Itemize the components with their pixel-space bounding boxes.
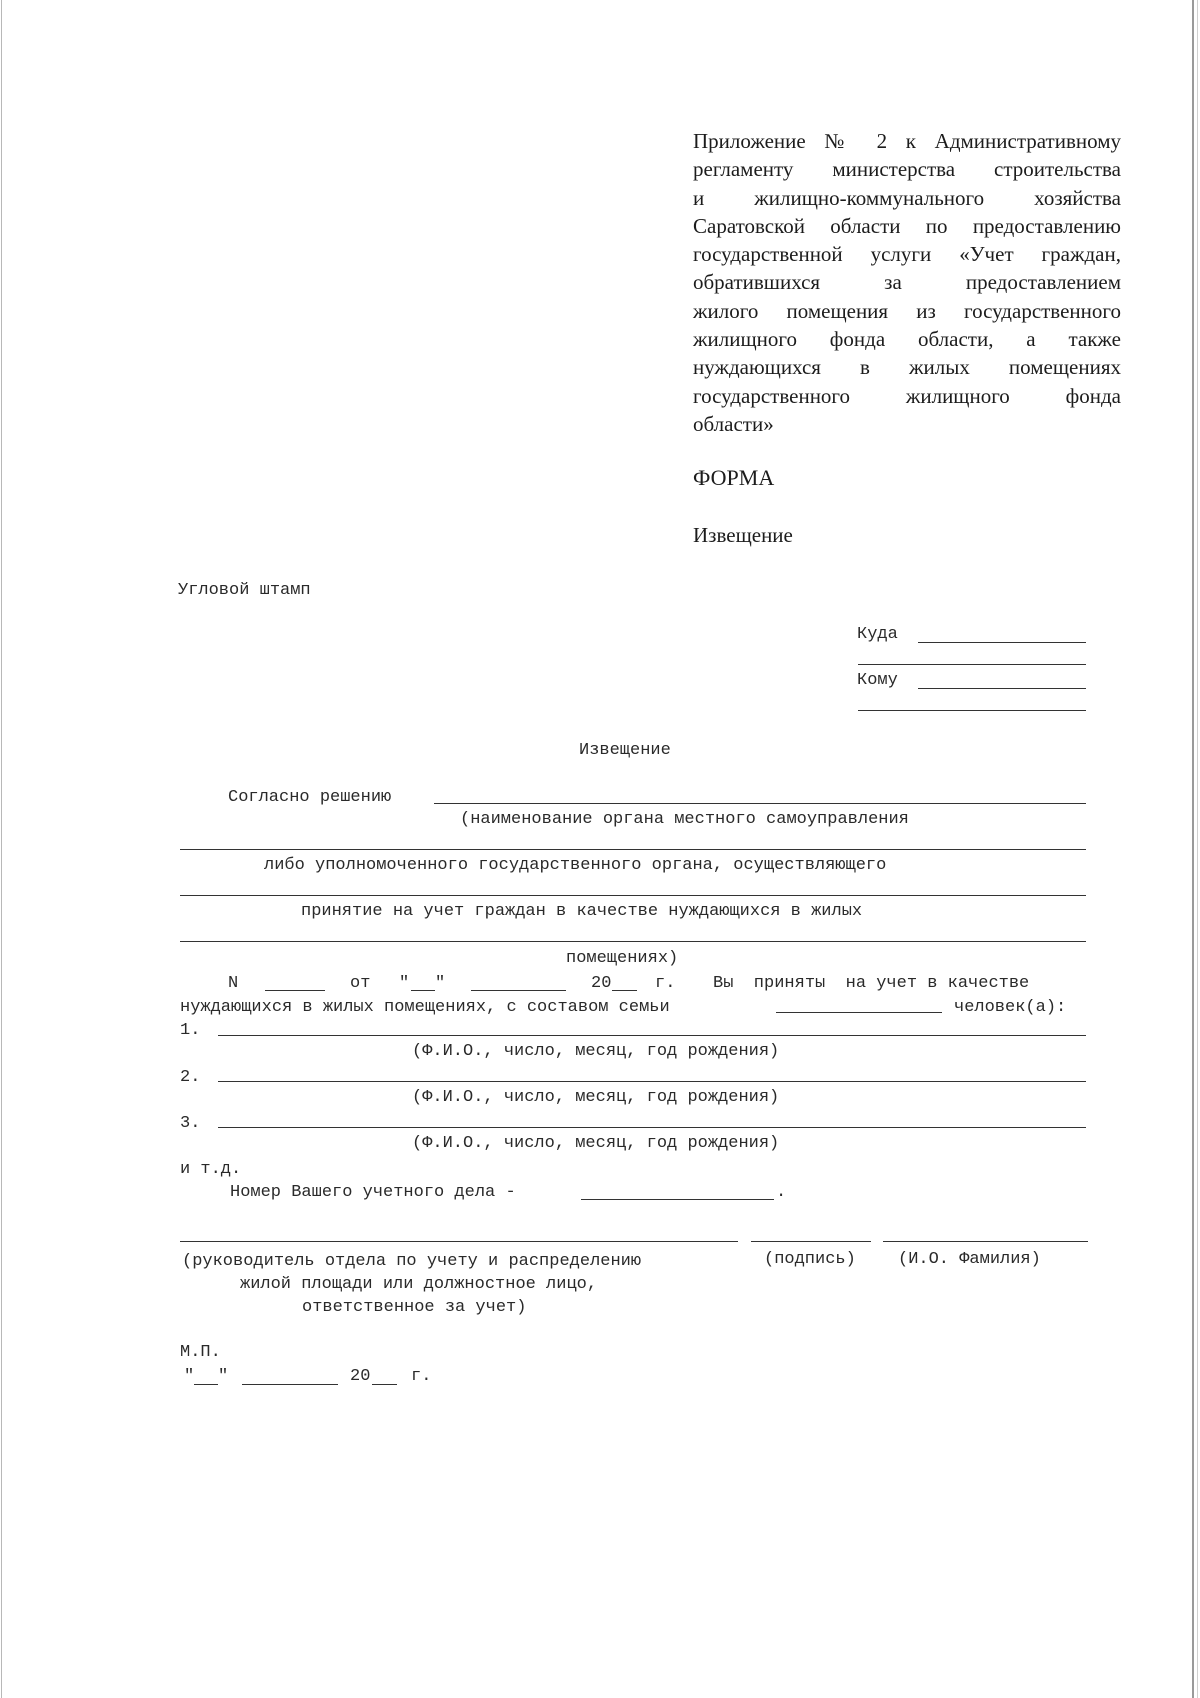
date-year-field[interactable] [372, 1384, 397, 1385]
day-field[interactable] [411, 990, 435, 991]
appendix-line: нуждающихся в жилых помещениях [693, 355, 1121, 380]
date-year-prefix: 20 [350, 1367, 371, 1386]
head-caption-1: (руководитель отдела по учету и распределению [182, 1252, 642, 1271]
decision-field-2[interactable] [180, 849, 1086, 850]
signature-field[interactable] [751, 1241, 871, 1242]
decision-field-4[interactable] [180, 941, 1086, 942]
decision-caption-1: (наименование органа местного самоуправления [460, 810, 909, 829]
member-field[interactable] [218, 1081, 1086, 1082]
quote-close: " [435, 974, 446, 993]
whom-label: Кому [857, 671, 898, 690]
persons-label: человек(а): [954, 998, 1067, 1017]
member-number: 2. [180, 1068, 201, 1087]
where-field-2[interactable] [858, 664, 1086, 665]
name-field[interactable] [883, 1241, 1088, 1242]
stamp-place-label: М.П. [180, 1343, 221, 1362]
appendix-block [693, 127, 1121, 438]
appendix-line: регламенту министерства строительства [693, 157, 1121, 182]
decision-field[interactable] [434, 803, 1086, 804]
decision-number-field[interactable] [265, 990, 325, 991]
head-field[interactable] [180, 1241, 738, 1242]
corner-stamp-label: Угловой штамп [178, 581, 311, 600]
accepted-text: Вы приняты на учет в качестве [713, 974, 1030, 993]
month-field[interactable] [471, 990, 566, 991]
needing-text: нуждающихся в жилых помещениях, с составом семьи [180, 998, 670, 1017]
signature-caption: (подпись) [764, 1250, 856, 1269]
appendix-line: обратившихся за предоставлением [693, 270, 1121, 295]
whom-field-2[interactable] [858, 710, 1086, 711]
appendix-line: государственной услуги «Учет граждан, [693, 242, 1121, 267]
appendix-line: жилого помещения из государственного [693, 298, 1121, 323]
quote-open: " [399, 974, 410, 993]
notice-heading: Извещение [693, 523, 793, 547]
appendix-line: жилищного фонда области, а также [693, 327, 1121, 352]
whom-field[interactable] [918, 688, 1086, 689]
year-prefix: 20 [591, 974, 612, 993]
etc-label: и т.д. [180, 1160, 242, 1179]
scan-edge-right-inner [1197, 0, 1198, 1698]
form-label: ФОРМА [693, 465, 775, 490]
family-size-field[interactable] [776, 1012, 942, 1013]
where-field[interactable] [918, 642, 1086, 643]
document-title: Извещение [579, 741, 671, 760]
head-caption-3: ответственное за учет) [302, 1298, 527, 1317]
case-number-field[interactable] [581, 1199, 774, 1200]
date-year-suffix: г. [411, 1367, 432, 1386]
member-field[interactable] [218, 1035, 1086, 1036]
appendix-line: Приложение № 2 к Административному [693, 129, 1121, 153]
scan-edge-left [1, 0, 2, 1698]
appendix-line: и жилищно-коммунального хозяйства [693, 185, 1121, 210]
decision-label: Согласно решению [228, 788, 392, 807]
appendix-line: Саратовской области по предоставлению [693, 213, 1121, 238]
case-number-period: . [776, 1183, 787, 1202]
decision-caption-2: либо уполномоченного государственного органа, осуществляющего [264, 856, 887, 875]
decision-caption-4: помещениях) [566, 949, 679, 968]
decision-field-3[interactable] [180, 895, 1086, 896]
date-day-field[interactable] [194, 1384, 218, 1385]
member-number: 3. [180, 1114, 201, 1133]
date-month-field[interactable] [242, 1384, 338, 1385]
scan-edge-right [1192, 0, 1194, 1698]
number-label: N [228, 974, 239, 993]
year-suffix: г. [655, 974, 676, 993]
member-caption: (Ф.И.О., число, месяц, год рождения) [412, 1134, 780, 1153]
year-field[interactable] [612, 990, 637, 991]
head-caption-2: жилой площади или должностное лицо, [240, 1275, 598, 1294]
member-caption: (Ф.И.О., число, месяц, год рождения) [412, 1088, 780, 1107]
appendix-line: области» [693, 411, 774, 436]
case-number-label: Номер Вашего учетного дела - [230, 1183, 516, 1202]
member-number: 1. [180, 1021, 201, 1040]
date-quote-open: " [184, 1367, 195, 1386]
from-label: от [350, 974, 371, 993]
member-caption: (Ф.И.О., число, месяц, год рождения) [412, 1042, 780, 1061]
date-quote-close: " [218, 1367, 229, 1386]
where-label: Куда [857, 625, 898, 644]
appendix-line: государственного жилищного фонда [693, 383, 1121, 408]
decision-caption-3: принятие на учет граждан в качестве нуждающихся в жилых [301, 902, 863, 921]
name-caption: (И.О. Фамилия) [898, 1250, 1041, 1269]
member-field[interactable] [218, 1127, 1086, 1128]
